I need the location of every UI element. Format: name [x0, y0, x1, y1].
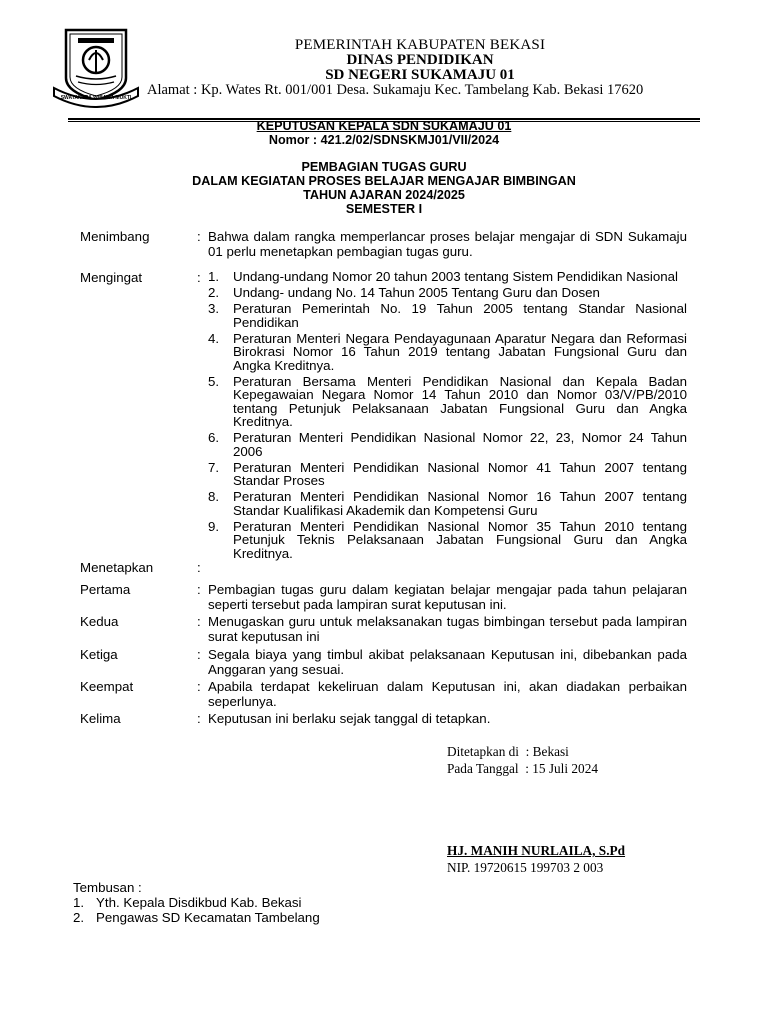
logo-motto: SWATANTRA WIBAWA MUKTI [60, 95, 132, 101]
header-government: PEMERINTAH KABUPATEN BEKASI [294, 37, 546, 53]
mengingat-colon: : [197, 270, 201, 285]
pertama-text: Pembagian tugas guru dalam kegiatan belajar mengajar pada tahun pelajaran seperti tersebut pada lampiran surat keputusan ini. [208, 582, 687, 612]
subject-line-4: SEMESTER I [345, 202, 423, 216]
list-item: 9. Peraturan Menteri Pendidikan Nasional Nomor 35 Tahun 2010 tentang Petunjuk Teknis Pelaksanaan Jabatan Fungsional Guru dan Angka Kreditnya. [208, 518, 687, 561]
menimbang-text: Bahwa dalam rangka memperlancar proses belajar mengajar di SDN Sukamaju 01 perlu menetapkan pembagian tugas guru. [208, 229, 687, 259]
menimbang-label: Menimbang [80, 229, 150, 244]
header-school: SD NEGERI SUKAMAJU 01 [325, 67, 515, 83]
list-item: 2. Undang- undang No. 14 Tahun 2005 Tentang Guru dan Dosen [208, 285, 600, 300]
ketiga-text: Segala biaya yang timbul akibat pelaksanaan Keputusan ini, dibebankan pada Anggaran yang sesuai. [208, 647, 687, 677]
list-item: 3. Peraturan Pemerintah No. 19 Tahun 2005 tentang Standar Nasional Pendidikan [208, 301, 687, 330]
menetapkan-label: Menetapkan [80, 560, 154, 575]
keempat-colon: : [197, 679, 201, 694]
menimbang-colon: : [197, 229, 201, 244]
kedua-colon: : [197, 614, 201, 629]
subject-line-1: PEMBAGIAN TUGAS GURU [301, 160, 467, 174]
kelima-text: Keputusan ini berlaku sejak tanggal di tetapkan. [208, 711, 491, 726]
ketiga-colon: : [197, 647, 201, 662]
tembusan-title: Tembusan : [73, 880, 142, 895]
list-item: 6. Peraturan Menteri Pendidikan Nasional Nomor 22, 23, Nomor 24 Tahun 2006 [208, 430, 687, 459]
decree-title: KEPUTUSAN KEPALA SDN SUKAMAJU 01 [256, 119, 512, 133]
menetapkan-colon: : [197, 560, 201, 575]
signatory-name: HJ. MANIH NURLAILA, S.Pd [447, 843, 626, 858]
ketiga-label: Ketiga [80, 647, 118, 662]
header-department: DINAS PENDIDIKAN [346, 52, 494, 68]
list-item: 4. Peraturan Menteri Negara Pendayagunaan Aparatur Negara dan Reformasi Birokrasi Nomor 16 Tahun 2019 tentang Jabatan Fungsional Guru dan Angka Kreditnya. [208, 330, 687, 373]
keempat-text: Apabila terdapat kekeliruan dalam Keputusan ini, akan diadakan perbaikan seperlunya. [208, 679, 687, 709]
tembusan-item: 2. Pengawas SD Kecamatan Tambelang [73, 910, 320, 925]
signatory-nip: NIP. 19720615 199703 2 003 [447, 860, 604, 875]
decree-number: Nomor : 421.2/02/SDNSKMJ01/VII/2024 [268, 133, 500, 147]
keempat-label: Keempat [80, 679, 134, 694]
kelima-label: Kelima [80, 711, 121, 726]
list-item: 1. Undang-undang Nomor 20 tahun 2003 tentang Sistem Pendidikan Nasional [208, 269, 679, 284]
list-item: 7. Peraturan Menteri Pendidikan Nasional Nomor 41 Tahun 2007 tentang Standar Proses [208, 459, 687, 488]
kedua-text: Menugaskan guru untuk melaksanakan tugas bimbingan tersebut pada lampiran surat keputusan ini [208, 614, 687, 644]
pertama-colon: : [197, 582, 201, 597]
kelima-colon: : [197, 711, 201, 726]
regency-crest-icon [52, 26, 140, 108]
list-item: 8. Peraturan Menteri Pendidikan Nasional Nomor 16 Tahun 2007 tentang Standar Kualifikasi Akademik dan Kompetensi Guru [208, 489, 687, 518]
list-item: 5. Peraturan Bersama Menteri Pendidikan Nasional dan Kepala Badan Kepegawaian Negara Nomor 14 Tahun 2010 dan Nomor 03/V/PB/2010 tentang Petunjuk Pelaksanaan Jabatan Fungsional Guru dan Angka Kreditnya. [208, 373, 687, 429]
mengingat-list [208, 270, 687, 563]
tembusan-item: 1. Yth. Kepala Disdikbud Kab. Bekasi [73, 895, 302, 910]
signature-date: Pada Tanggal : 15 Juli 2024 [447, 761, 598, 776]
mengingat-label: Mengingat [80, 270, 143, 285]
kedua-label: Kedua [80, 614, 119, 629]
signature-place: Ditetapkan di : Bekasi [447, 744, 569, 759]
subject-line-3: TAHUN AJARAN 2024/2025 [303, 188, 465, 202]
pertama-label: Pertama [80, 582, 131, 597]
header-address: Alamat : Kp. Wates Rt. 001/001 Desa. Sukamaju Kec. Tambelang Kab. Bekasi 17620 [147, 82, 644, 98]
subject-line-2: DALAM KEGIATAN PROSES BELAJAR MENGAJAR BIMBINGAN [192, 174, 576, 188]
